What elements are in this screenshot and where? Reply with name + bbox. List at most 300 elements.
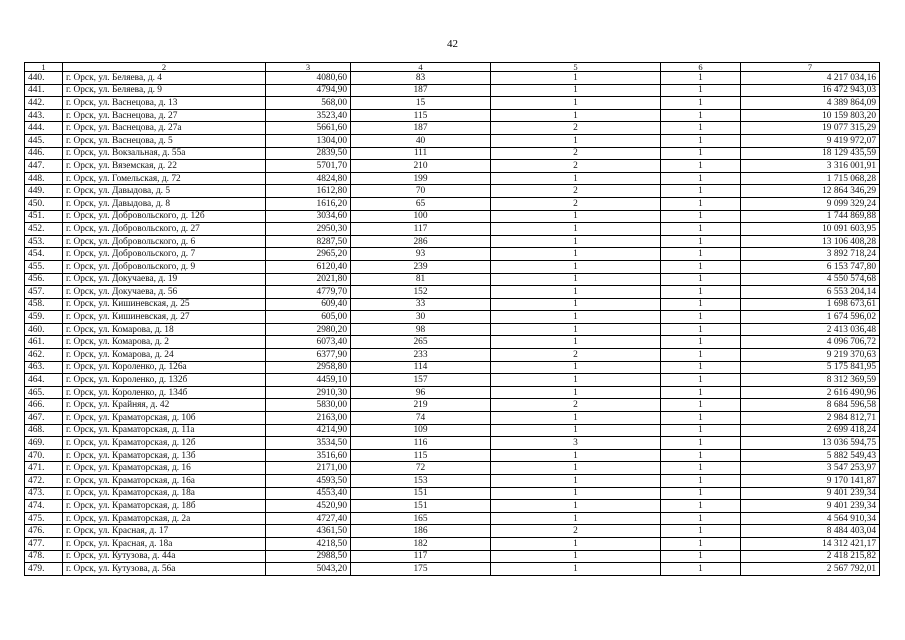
residents-cell: 40	[351, 134, 491, 147]
row-number-cell: 460.	[25, 323, 63, 336]
address-cell: г. Орск, ул. Краматорская, д. 2а	[63, 512, 266, 525]
col6-cell: 1	[661, 223, 741, 236]
amount-cell: 14 312 421,17	[741, 537, 880, 550]
residents-cell: 116	[351, 437, 491, 450]
address-cell: г. Орск, ул. Вокзальная, д. 55а	[63, 147, 266, 160]
row-number-cell: 476.	[25, 525, 63, 538]
column-header: 5	[491, 63, 661, 72]
col6-cell: 1	[661, 412, 741, 425]
column-header: 1	[25, 63, 63, 72]
row-number-cell: 458.	[25, 298, 63, 311]
row-number-cell: 472.	[25, 475, 63, 488]
address-cell: г. Орск, ул. Докучаева, д. 19	[63, 273, 266, 286]
area-cell: 3034,60	[266, 210, 351, 223]
row-number-cell: 479.	[25, 563, 63, 576]
area-cell: 2950,30	[266, 223, 351, 236]
row-number-cell: 466.	[25, 399, 63, 412]
area-cell: 2958,80	[266, 361, 351, 374]
col6-cell: 1	[661, 311, 741, 324]
residents-cell: 286	[351, 235, 491, 248]
area-cell: 6377,90	[266, 349, 351, 362]
table-row	[25, 185, 880, 198]
amount-cell: 1 674 596,02	[741, 311, 880, 324]
amount-cell: 8 484 403,04	[741, 525, 880, 538]
amount-cell: 4 389 864,09	[741, 97, 880, 110]
col5-cell: 1	[491, 298, 661, 311]
area-cell: 4459,10	[266, 374, 351, 387]
area-cell: 4794,90	[266, 84, 351, 97]
residents-cell: 165	[351, 512, 491, 525]
col5-cell: 1	[491, 210, 661, 223]
residents-cell: 182	[351, 537, 491, 550]
amount-cell: 9 219 370,63	[741, 349, 880, 362]
residents-cell: 186	[351, 525, 491, 538]
table-row	[25, 550, 880, 563]
amount-cell: 3 316 001,91	[741, 160, 880, 173]
residents-cell: 33	[351, 298, 491, 311]
row-number-cell: 447.	[25, 160, 63, 173]
address-cell: г. Орск, ул. Васнецова, д. 5	[63, 134, 266, 147]
table-body	[25, 72, 880, 576]
col6-cell: 1	[661, 349, 741, 362]
amount-cell: 12 864 346,29	[741, 185, 880, 198]
amount-cell: 13 036 594,75	[741, 437, 880, 450]
area-cell: 3523,40	[266, 109, 351, 122]
col6-cell: 1	[661, 449, 741, 462]
row-number-cell: 469.	[25, 437, 63, 450]
area-cell: 6120,40	[266, 260, 351, 273]
amount-cell: 8 684 596,58	[741, 399, 880, 412]
col6-cell: 1	[661, 298, 741, 311]
col6-cell: 1	[661, 323, 741, 336]
col5-cell: 2	[491, 185, 661, 198]
area-cell: 4553,40	[266, 487, 351, 500]
residents-cell: 187	[351, 84, 491, 97]
table-row	[25, 286, 880, 299]
col6-cell: 1	[661, 500, 741, 513]
col6-cell: 1	[661, 235, 741, 248]
residents-cell: 219	[351, 399, 491, 412]
area-cell: 3516,60	[266, 449, 351, 462]
area-cell: 1616,20	[266, 197, 351, 210]
area-cell: 605,00	[266, 311, 351, 324]
col6-cell: 1	[661, 260, 741, 273]
table-row	[25, 512, 880, 525]
row-number-cell: 446.	[25, 147, 63, 160]
amount-cell: 3 892 718,24	[741, 248, 880, 261]
col5-cell: 1	[491, 109, 661, 122]
col6-cell: 1	[661, 537, 741, 550]
address-cell: г. Орск, ул. Краматорская, д. 16	[63, 462, 266, 475]
col6-cell: 1	[661, 374, 741, 387]
address-cell: г. Орск, ул. Добровольского, д. 6	[63, 235, 266, 248]
col5-cell: 1	[491, 449, 661, 462]
page-number: 42	[447, 38, 458, 50]
area-cell: 5661,60	[266, 122, 351, 135]
col5-cell: 1	[491, 374, 661, 387]
col6-cell: 1	[661, 84, 741, 97]
address-cell: г. Орск, ул. Давыдова, д. 5	[63, 185, 266, 198]
table-row	[25, 147, 880, 160]
address-cell: г. Орск, ул. Красная, д. 17	[63, 525, 266, 538]
table-row	[25, 235, 880, 248]
table-row	[25, 336, 880, 349]
col6-cell: 1	[661, 122, 741, 135]
column-number-row	[25, 63, 880, 72]
row-number-cell: 465.	[25, 386, 63, 399]
row-number-cell: 459.	[25, 311, 63, 324]
table-row	[25, 487, 880, 500]
col5-cell: 1	[491, 500, 661, 513]
address-cell: г. Орск, ул. Васнецова, д. 27	[63, 109, 266, 122]
address-cell: г. Орск, ул. Кишиневская, д. 27	[63, 311, 266, 324]
table-row	[25, 323, 880, 336]
amount-cell: 2 567 792,01	[741, 563, 880, 576]
residents-cell: 152	[351, 286, 491, 299]
area-cell: 4080,60	[266, 72, 351, 85]
amount-cell: 16 472 943,03	[741, 84, 880, 97]
address-cell: г. Орск, ул. Васнецова, д. 27а	[63, 122, 266, 135]
address-cell: г. Орск, ул. Давыдова, д. 8	[63, 197, 266, 210]
address-cell: г. Орск, ул. Красная, д. 18а	[63, 537, 266, 550]
col5-cell: 1	[491, 550, 661, 563]
address-cell: г. Орск, ул. Кутузова, д. 44а	[63, 550, 266, 563]
table-row	[25, 273, 880, 286]
residents-cell: 30	[351, 311, 491, 324]
amount-cell: 6 153 747,80	[741, 260, 880, 273]
address-cell: г. Орск, ул. Комарова, д. 24	[63, 349, 266, 362]
residents-cell: 109	[351, 424, 491, 437]
amount-cell: 9 170 141,87	[741, 475, 880, 488]
row-number-cell: 445.	[25, 134, 63, 147]
row-number-cell: 473.	[25, 487, 63, 500]
row-number-cell: 440.	[25, 72, 63, 85]
col6-cell: 1	[661, 273, 741, 286]
col6-cell: 1	[661, 210, 741, 223]
table-row	[25, 223, 880, 236]
amount-cell: 19 077 315,29	[741, 122, 880, 135]
area-cell: 8287,50	[266, 235, 351, 248]
area-cell: 568,00	[266, 97, 351, 110]
col6-cell: 1	[661, 147, 741, 160]
address-cell: г. Орск, ул. Краматорская, д. 13б	[63, 449, 266, 462]
col6-cell: 1	[661, 185, 741, 198]
col5-cell: 2	[491, 122, 661, 135]
area-cell: 1612,80	[266, 185, 351, 198]
address-cell: г. Орск, ул. Гомельская, д. 72	[63, 172, 266, 185]
col6-cell: 1	[661, 550, 741, 563]
table-row	[25, 298, 880, 311]
amount-cell: 1 744 869,88	[741, 210, 880, 223]
row-number-cell: 452.	[25, 223, 63, 236]
amount-cell: 3 547 253,97	[741, 462, 880, 475]
table-row	[25, 462, 880, 475]
residents-cell: 74	[351, 412, 491, 425]
column-header: 2	[63, 63, 266, 72]
col5-cell: 1	[491, 323, 661, 336]
col5-cell: 1	[491, 336, 661, 349]
address-cell: г. Орск, ул. Краматорская, д. 12б	[63, 437, 266, 450]
residents-cell: 96	[351, 386, 491, 399]
residents-cell: 111	[351, 147, 491, 160]
residents-cell: 15	[351, 97, 491, 110]
address-cell: г. Орск, ул. Краматорская, д. 18а	[63, 487, 266, 500]
col6-cell: 1	[661, 72, 741, 85]
col5-cell: 2	[491, 160, 661, 173]
table-row	[25, 399, 880, 412]
col6-cell: 1	[661, 286, 741, 299]
area-cell: 4520,90	[266, 500, 351, 513]
col5-cell: 1	[491, 223, 661, 236]
address-cell: г. Орск, ул. Краматорская, д. 11а	[63, 424, 266, 437]
table-row	[25, 386, 880, 399]
area-cell: 2910,30	[266, 386, 351, 399]
table-row	[25, 424, 880, 437]
table-row	[25, 412, 880, 425]
amount-cell: 2 699 418,24	[741, 424, 880, 437]
table-row	[25, 475, 880, 488]
area-cell: 4214,90	[266, 424, 351, 437]
row-number-cell: 471.	[25, 462, 63, 475]
amount-cell: 2 984 812,71	[741, 412, 880, 425]
residents-cell: 93	[351, 248, 491, 261]
table-row	[25, 84, 880, 97]
col5-cell: 3	[491, 437, 661, 450]
residents-cell: 175	[351, 563, 491, 576]
col5-cell: 1	[491, 537, 661, 550]
row-number-cell: 443.	[25, 109, 63, 122]
area-cell: 5830,00	[266, 399, 351, 412]
table-row	[25, 260, 880, 273]
address-cell: г. Орск, ул. Кишиневская, д. 25	[63, 298, 266, 311]
col6-cell: 1	[661, 336, 741, 349]
row-number-cell: 456.	[25, 273, 63, 286]
residents-cell: 199	[351, 172, 491, 185]
residents-cell: 239	[351, 260, 491, 273]
col5-cell: 1	[491, 260, 661, 273]
table-row	[25, 134, 880, 147]
table-row	[25, 248, 880, 261]
address-cell: г. Орск, ул. Короленко, д. 132б	[63, 374, 266, 387]
col5-cell: 1	[491, 248, 661, 261]
area-cell: 4779,70	[266, 286, 351, 299]
col5-cell: 1	[491, 475, 661, 488]
table-row	[25, 72, 880, 85]
address-cell: г. Орск, ул. Докучаева, д. 56	[63, 286, 266, 299]
row-number-cell: 449.	[25, 185, 63, 198]
table-row	[25, 361, 880, 374]
table-row	[25, 437, 880, 450]
row-number-cell: 444.	[25, 122, 63, 135]
row-number-cell: 477.	[25, 537, 63, 550]
amount-cell: 4 217 034,16	[741, 72, 880, 85]
col5-cell: 2	[491, 399, 661, 412]
area-cell: 2021,80	[266, 273, 351, 286]
col5-cell: 2	[491, 197, 661, 210]
amount-cell: 18 129 435,59	[741, 147, 880, 160]
col6-cell: 1	[661, 563, 741, 576]
col5-cell: 1	[491, 235, 661, 248]
address-cell: г. Орск, ул. Кутузова, д. 56а	[63, 563, 266, 576]
area-cell: 2171,00	[266, 462, 351, 475]
col5-cell: 1	[491, 487, 661, 500]
col5-cell: 1	[491, 386, 661, 399]
row-number-cell: 450.	[25, 197, 63, 210]
area-cell: 2988,50	[266, 550, 351, 563]
col6-cell: 1	[661, 160, 741, 173]
col6-cell: 1	[661, 462, 741, 475]
residents-cell: 153	[351, 475, 491, 488]
area-cell: 4593,50	[266, 475, 351, 488]
amount-cell: 4 550 574,68	[741, 273, 880, 286]
col5-cell: 1	[491, 563, 661, 576]
address-cell: г. Орск, ул. Краматорская, д. 10б	[63, 412, 266, 425]
col6-cell: 1	[661, 361, 741, 374]
col5-cell: 2	[491, 349, 661, 362]
col6-cell: 1	[661, 97, 741, 110]
residents-cell: 187	[351, 122, 491, 135]
area-cell: 4727,40	[266, 512, 351, 525]
column-header: 7	[741, 63, 880, 72]
address-cell: г. Орск, ул. Беляева, д. 9	[63, 84, 266, 97]
row-number-cell: 470.	[25, 449, 63, 462]
residents-cell: 115	[351, 449, 491, 462]
col5-cell: 1	[491, 172, 661, 185]
residents-cell: 100	[351, 210, 491, 223]
row-number-cell: 448.	[25, 172, 63, 185]
amount-cell: 2 413 036,48	[741, 323, 880, 336]
table-row	[25, 311, 880, 324]
address-cell: г. Орск, ул. Добровольского, д. 12б	[63, 210, 266, 223]
address-cell: г. Орск, ул. Комарова, д. 18	[63, 323, 266, 336]
address-cell: г. Орск, ул. Добровольского, д. 7	[63, 248, 266, 261]
amount-cell: 9 099 329,24	[741, 197, 880, 210]
col5-cell: 1	[491, 84, 661, 97]
column-header: 4	[351, 63, 491, 72]
row-number-cell: 464.	[25, 374, 63, 387]
table-row	[25, 525, 880, 538]
col5-cell: 1	[491, 424, 661, 437]
col5-cell: 1	[491, 412, 661, 425]
row-number-cell: 467.	[25, 412, 63, 425]
row-number-cell: 442.	[25, 97, 63, 110]
area-cell: 1304,00	[266, 134, 351, 147]
residents-cell: 72	[351, 462, 491, 475]
col6-cell: 1	[661, 134, 741, 147]
row-number-cell: 478.	[25, 550, 63, 563]
area-cell: 4218,50	[266, 537, 351, 550]
residents-cell: 151	[351, 500, 491, 513]
col5-cell: 1	[491, 72, 661, 85]
address-cell: г. Орск, ул. Вяземская, д. 22	[63, 160, 266, 173]
col6-cell: 1	[661, 475, 741, 488]
address-cell: г. Орск, ул. Краматорская, д. 16а	[63, 475, 266, 488]
row-number-cell: 451.	[25, 210, 63, 223]
col6-cell: 1	[661, 487, 741, 500]
amount-cell: 9 401 239,34	[741, 500, 880, 513]
row-number-cell: 453.	[25, 235, 63, 248]
address-cell: г. Орск, ул. Короленко, д. 126а	[63, 361, 266, 374]
table-row	[25, 172, 880, 185]
residents-cell: 115	[351, 109, 491, 122]
col6-cell: 1	[661, 386, 741, 399]
row-number-cell: 462.	[25, 349, 63, 362]
area-cell: 5043,20	[266, 563, 351, 576]
address-cell: г. Орск, ул. Короленко, д. 134б	[63, 386, 266, 399]
row-number-cell: 474.	[25, 500, 63, 513]
col5-cell: 1	[491, 286, 661, 299]
table-row	[25, 197, 880, 210]
col5-cell: 1	[491, 273, 661, 286]
residents-cell: 117	[351, 550, 491, 563]
area-cell: 3534,50	[266, 437, 351, 450]
row-number-cell: 455.	[25, 260, 63, 273]
address-cell: г. Орск, ул. Добровольского, д. 9	[63, 260, 266, 273]
amount-cell: 9 401 239,34	[741, 487, 880, 500]
address-cell: г. Орск, ул. Беляева, д. 4	[63, 72, 266, 85]
residents-cell: 151	[351, 487, 491, 500]
col6-cell: 1	[661, 109, 741, 122]
row-number-cell: 441.	[25, 84, 63, 97]
housing-register-table	[24, 62, 880, 576]
col5-cell: 1	[491, 134, 661, 147]
amount-cell: 1 698 673,61	[741, 298, 880, 311]
amount-cell: 2 418 215,82	[741, 550, 880, 563]
row-number-cell: 468.	[25, 424, 63, 437]
area-cell: 6073,40	[266, 336, 351, 349]
row-number-cell: 454.	[25, 248, 63, 261]
address-cell: г. Орск, ул. Васнецова, д. 13	[63, 97, 266, 110]
residents-cell: 65	[351, 197, 491, 210]
area-cell: 4824,80	[266, 172, 351, 185]
col6-cell: 1	[661, 512, 741, 525]
table-row	[25, 449, 880, 462]
residents-cell: 265	[351, 336, 491, 349]
table-row	[25, 97, 880, 110]
col6-cell: 1	[661, 437, 741, 450]
amount-cell: 8 312 369,59	[741, 374, 880, 387]
col6-cell: 1	[661, 172, 741, 185]
col5-cell: 2	[491, 525, 661, 538]
residents-cell: 210	[351, 160, 491, 173]
row-number-cell: 457.	[25, 286, 63, 299]
amount-cell: 6 553 204,14	[741, 286, 880, 299]
column-header: 6	[661, 63, 741, 72]
table-row	[25, 160, 880, 173]
amount-cell: 5 882 549,43	[741, 449, 880, 462]
address-cell: г. Орск, ул. Добровольского, д. 27	[63, 223, 266, 236]
col6-cell: 1	[661, 525, 741, 538]
col6-cell: 1	[661, 424, 741, 437]
col5-cell: 2	[491, 147, 661, 160]
col5-cell: 1	[491, 361, 661, 374]
col6-cell: 1	[661, 197, 741, 210]
col5-cell: 1	[491, 311, 661, 324]
table-row	[25, 374, 880, 387]
table-row	[25, 349, 880, 362]
residents-cell: 98	[351, 323, 491, 336]
area-cell: 5701,70	[266, 160, 351, 173]
area-cell: 2839,50	[266, 147, 351, 160]
area-cell: 609,40	[266, 298, 351, 311]
amount-cell: 4 096 706,72	[741, 336, 880, 349]
row-number-cell: 463.	[25, 361, 63, 374]
row-number-cell: 475.	[25, 512, 63, 525]
col6-cell: 1	[661, 399, 741, 412]
address-cell: г. Орск, ул. Краматорская, д. 18б	[63, 500, 266, 513]
residents-cell: 157	[351, 374, 491, 387]
residents-cell: 233	[351, 349, 491, 362]
